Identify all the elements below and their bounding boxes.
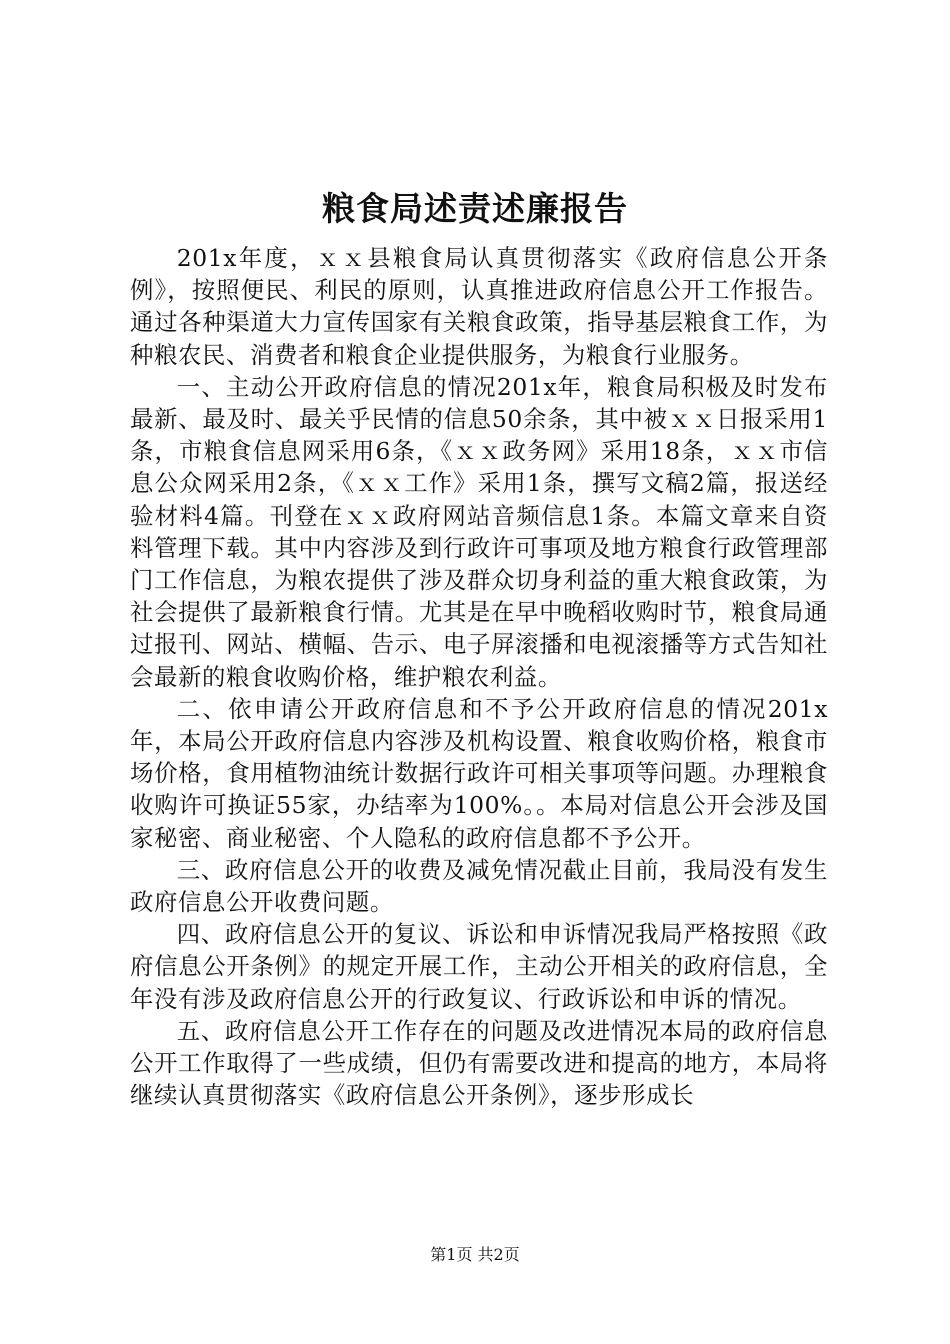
document-body — [130, 242, 828, 1111]
document-title: 粮食局述责述廉报告 — [322, 189, 628, 228]
paragraph-section-3: 三、政府信息公开的收费及减免情况截止目前，我局没有发生政府信息公开收费问题。 — [130, 855, 828, 917]
paragraph-section-5: 五、政府信息公开工作存在的问题及改进情况本局的政府信息公开工作取得了一些成绩，但仍有需要改进和提高的地方，本局将继续认真贯彻落实《政府信息公开条例》，逐步形成长 — [130, 1016, 828, 1110]
paragraph-section-1: 一、主动公开政府信息的情况201x年，粮食局积极及时发布最新、最及时、最关乎民情的信息50余条，其中被ｘｘ日报采用1条，市粮食信息网采用6条，《ｘｘ政务网》采用18条，ｘｘ市信息公众网采用2条，《ｘｘ工作》采用1条，撰写文稿2篇，报送经验材料4篇。刊登在ｘｘ政府网站音频信息1条。本篇文章来自资料管理下载。其中内容涉及到行政许可事项及地方粮食行政管理部门工作信息，为粮农提供了涉及群众切身利益的重大粮食政策，为社会提供了最新粮食行情。尤其是在早中晚稻收购时节，粮食局通过报刊、网站、横幅、告示、电子屏滚播和电视滚播等方式告知社会最新的粮食收购价格，维护粮农利益。 — [130, 372, 828, 691]
page-number-footer: 第1页 共2页 — [430, 1245, 520, 1264]
paragraph-section-2: 二、依申请公开政府信息和不予公开政府信息的情况201x年，本局公开政府信息内容涉及机构设置、粮食收购价格，粮食市场价格，食用植物油统计数据行政许可相关事项等问题。办理粮食收购许可换证55家，办结率为100%。。本局对信息公开会涉及国家秘密、商业秘密、个人隐私的政府信息都不予公开。 — [130, 694, 828, 852]
paragraph-section-4: 四、政府信息公开的复议、诉讼和申诉情况我局严格按照《政府信息公开条例》的规定开展工作，主动公开相关的政府信息，全年没有涉及政府信息公开的行政复议、行政诉讼和申诉的情况。 — [130, 920, 828, 1013]
paragraph-intro: 201x年度，ｘｘ县粮食局认真贯彻落实《政府信息公开条例》，按照便民、利民的原则，认真推进政府信息公开工作报告。通过各种渠道大力宣传国家有关粮食政策，指导基层粮食工作，为种粮农民、消费者和粮食企业提供服务，为粮食行业服务。 — [130, 244, 828, 369]
